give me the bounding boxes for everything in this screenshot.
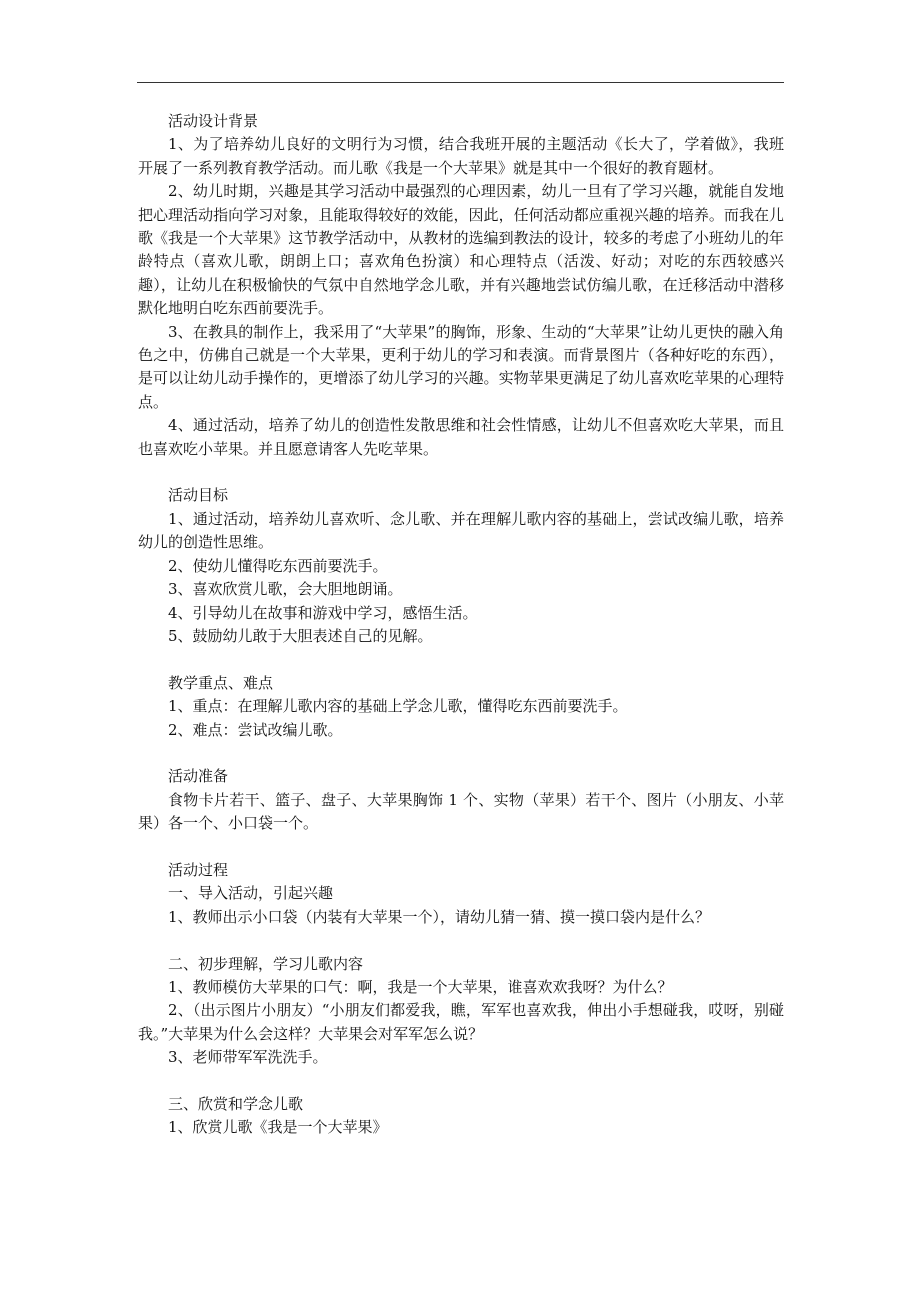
header-rule xyxy=(137,82,784,83)
section-heading: 活动设计背景 xyxy=(168,112,259,130)
section-heading: 教学重点、难点 xyxy=(168,673,274,692)
subheading: 二、初步理解，学习儿歌内容 xyxy=(168,954,364,973)
spacer xyxy=(138,929,784,952)
paragraph: 2、难点：尝试改编儿歌。 xyxy=(168,720,343,739)
paragraph: 食物卡片若干、篮子、盘子、大苹果胸饰 1 个、实物（苹果）若干个、图片（小朋友、小苹果）各一个、小口袋一个。 xyxy=(138,790,784,833)
section-heading: 活动目标 xyxy=(168,486,229,505)
paragraph: 1、为了培养幼儿良好的文明行为习惯，结合我班开展的主题活动《长大了，学着做》，我班开展了一系列教育教学活动。而儿歌《我是一个大苹果》就是其中一个很好的教育题材。 xyxy=(138,135,784,177)
spacer xyxy=(138,742,784,765)
paragraph: 4、通过活动，培养了幼儿的创造性发散思维和社会性情感，让幼儿不但喜欢吃大苹果，而且也喜欢吃小苹果。并且愿意请客人先吃苹果。 xyxy=(138,416,784,458)
spacer xyxy=(138,648,784,671)
subheading: 一、导入活动，引起兴趣 xyxy=(168,884,334,903)
paragraph: 1、通过活动，培养幼儿喜欢听、念儿歌、并在理解儿歌内容的基础上，尝试改编儿歌，培养幼儿的创造性思维。 xyxy=(138,509,784,552)
paragraph: 2、（出示图片小朋友）“小朋友们都爱我，瞧，军军也喜欢我，伸出小手想碰我，哎呀，别碰我。”大苹果为什么会这样？大苹果会对军军怎么说？ xyxy=(138,1001,784,1043)
paragraph: 3、喜欢欣赏儿歌，会大胆地朗诵。 xyxy=(168,580,403,599)
paragraph: 3、老师带军军洗洗手。 xyxy=(168,1048,328,1067)
paragraph: 1、欣赏儿歌《我是一个大苹果》 xyxy=(168,1118,388,1137)
spacer xyxy=(138,836,784,859)
section-heading: 活动准备 xyxy=(168,767,229,786)
paragraph: 1、教师出示小口袋（内装有大苹果一个），请幼儿猜一猜、摸一摸口袋内是什么？ xyxy=(168,907,711,926)
paragraph: 5、鼓励幼儿敢于大胆表述自己的见解。 xyxy=(168,626,433,645)
document-body xyxy=(138,110,784,1140)
paragraph: 2、使幼儿懂得吃东西前要洗手。 xyxy=(168,556,388,575)
section-heading: 活动过程 xyxy=(168,860,229,879)
spacer xyxy=(138,461,784,484)
spacer xyxy=(138,1070,784,1093)
paragraph: 4、引导幼儿在故事和游戏中学习，感悟生活。 xyxy=(168,603,478,622)
paragraph: 1、教师模仿大苹果的口气：啊，我是一个大苹果，谁喜欢欢我呀？为什么？ xyxy=(168,977,673,996)
paragraph: 3、在教具的制作上，我采用了“大苹果”的胸饰，形象、生动的“大苹果”让幼儿更快的融入角色之中，仿佛自己就是一个大苹果，更利于幼儿的学习和表演。而背景图片（各种好吃的东西），是可以让幼儿动手操作的，更增添了幼儿学习的兴趣。实物苹果更满足了幼儿喜欢吃苹果的心理特点。 xyxy=(138,322,784,411)
paragraph: 2、幼儿时期，兴趣是其学习活动中最强烈的心理因素，幼儿一旦有了学习兴趣，就能自发地把心理活动指向学习对象，且能取得较好的效能，因此，任何活动都应重视兴趣的培养。而我在儿歌《我是一个大苹果》这节教学活动中，从教材的选编到教法的设计，较多的考虑了小班幼儿的年龄特点（喜欢儿歌，朗朗上口；喜欢角色扮演）和心理特点（活泼、好动；对吃的东西较感兴趣），让幼儿在积极愉快的气氛中自然地学念儿歌，并有兴趣地尝试仿编儿歌，在迁移活动中潜移默化地明白吃东西前要洗手。 xyxy=(138,182,784,318)
subheading: 三、欣赏和学念儿歌 xyxy=(168,1094,304,1113)
paragraph: 1、重点：在理解儿歌内容的基础上学念儿歌，懂得吃东西前要洗手。 xyxy=(168,697,628,716)
